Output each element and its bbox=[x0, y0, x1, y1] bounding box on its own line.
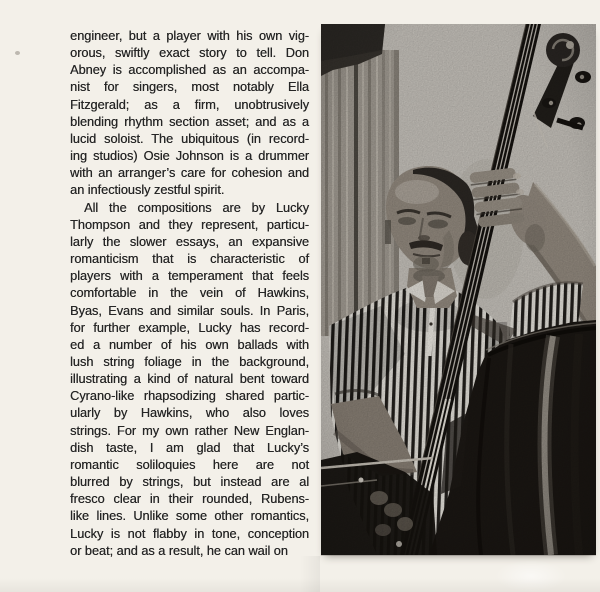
text-line: Lucky is not flabby in tone, conception bbox=[70, 525, 309, 541]
text-line: comfortable in the vein of Hawkins, bbox=[70, 285, 309, 301]
text-line: illustrating a kind of natural bent toward bbox=[70, 371, 309, 387]
text-line: All the compositions are by Lucky bbox=[84, 199, 309, 215]
text-line: Abney is accomplished as an accompa- bbox=[70, 62, 309, 78]
text-line: dish taste, I am glad that Lucky’s bbox=[70, 439, 309, 455]
text-line: larly the slower essays, an expansive bbox=[70, 233, 309, 249]
paragraph bbox=[70, 199, 309, 559]
text-line: engineer, but a player with his own vig- bbox=[70, 28, 309, 43]
text-line: ed a number of his own ballads with bbox=[70, 336, 309, 352]
text-line: Fitzgerald; as a firm, unobtrusively bbox=[70, 96, 309, 112]
text-line: nist for singers, most notably Ella bbox=[70, 79, 309, 95]
paragraph bbox=[70, 27, 309, 199]
text-line: like lines. Unlike some other romantics, bbox=[70, 508, 309, 524]
text-line: with an arranger’s care for cohesion and bbox=[70, 165, 309, 181]
text-line: or beat; and as a result, he can wail on bbox=[70, 542, 288, 558]
text-line: Byas, Evans and similar souls. In Paris, bbox=[70, 302, 309, 318]
text-line: romantic soliloquies here are not bbox=[70, 456, 309, 472]
bassist-photo-art bbox=[321, 24, 596, 555]
text-line: lush string foliage in the background, bbox=[70, 353, 309, 369]
text-line: strings. For my own rather New Englan- bbox=[70, 422, 309, 438]
text-line: romanticism that is characteristic of bbox=[70, 251, 309, 267]
text-line: ing studios) Osie Johnson is a drummer bbox=[70, 148, 309, 164]
text-line: Thompson and they represent, particu- bbox=[70, 216, 309, 232]
text-line: lucid soloist. The ubiquitous (in record- bbox=[70, 130, 309, 146]
text-line: players with a temperament that feels bbox=[70, 268, 309, 284]
text-line: blurred by strings, but instead are al bbox=[70, 474, 309, 490]
bassist-photo bbox=[321, 24, 596, 555]
liner-notes-text-column bbox=[70, 27, 309, 559]
text-line: an infectiously zestful spirit. bbox=[70, 182, 225, 198]
photo-vignette bbox=[321, 24, 596, 555]
text-line: fresco clear in their rounded, Rubens- bbox=[70, 491, 309, 507]
text-line: blending rhythm section asset; and as a bbox=[70, 113, 309, 129]
text-line: ularly by Hawkins, who also loves bbox=[70, 405, 309, 421]
scan-speck bbox=[15, 51, 20, 55]
page-bottom-shadow bbox=[0, 578, 600, 592]
text-line: Cyrano-like rhapsodizing shared partic- bbox=[70, 388, 309, 404]
text-line: orous, swiftly exact story to tell. Don bbox=[70, 45, 309, 61]
text-line: for further example, Lucky has record- bbox=[70, 319, 309, 335]
